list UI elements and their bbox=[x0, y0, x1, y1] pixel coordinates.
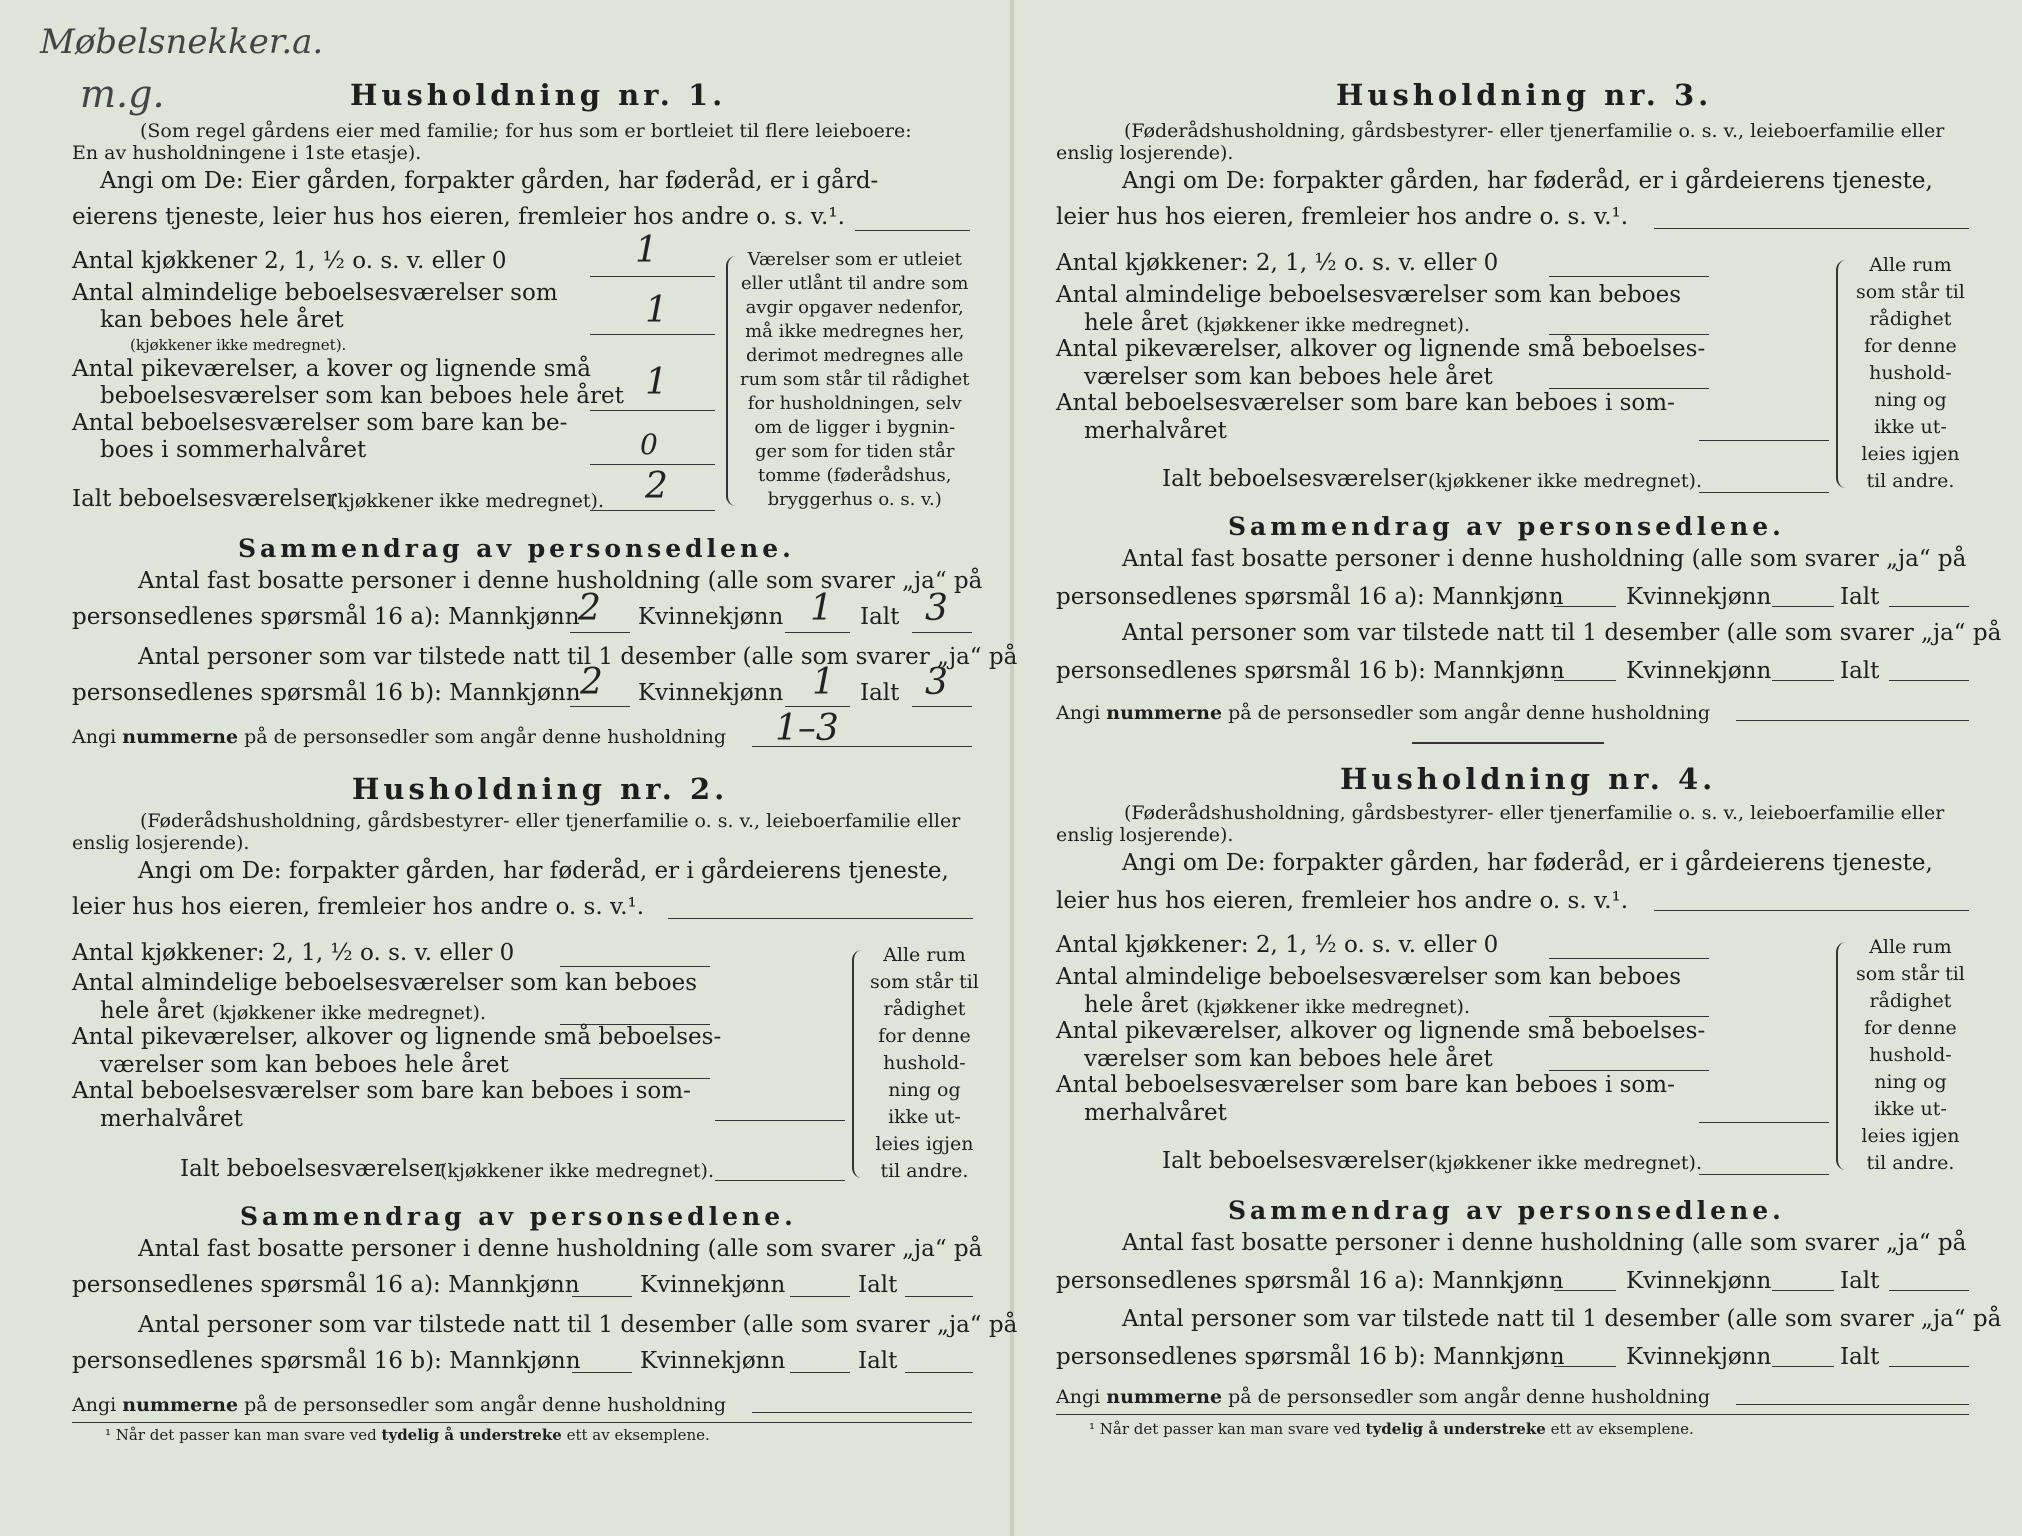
h1-num-value: 1–3 bbox=[775, 708, 839, 749]
h4-ialt-line bbox=[1699, 1174, 1829, 1175]
h2-row-som-1: Antal beboelsesværelser som bare kan beboes i som- bbox=[72, 1078, 691, 1104]
h1-summary-fast-label: personsedlenes spørsmål 16 a): Mannkjønn bbox=[72, 604, 580, 630]
h3-alm-line bbox=[1549, 334, 1709, 335]
h3-row-ialt: Ialt beboelsesværelser bbox=[1162, 466, 1427, 492]
h4-intro-2: enslig losjerende). bbox=[1056, 824, 1234, 846]
h4-kjokken-line bbox=[1549, 958, 1709, 959]
h1-pike-line bbox=[590, 410, 715, 411]
h4-row-kjokken: Antal kjøkkener: 2, 1, ½ o. s. v. eller 0 bbox=[1056, 932, 1499, 958]
h4-note-line: ikke ut- bbox=[1874, 1098, 1947, 1120]
h4-angi-1: Angi om De: forpakter gården, har føderåd, er i gårdeierens tjeneste, bbox=[1122, 850, 1933, 876]
h1-fast-kvinne-value: 1 bbox=[810, 588, 833, 629]
h4-note-line: som står til bbox=[1856, 963, 1965, 985]
h3-summary-til-1: Antal personer som var tilstede natt til 1 desember (alle som svarer „ja“ på bbox=[1122, 620, 2002, 646]
h4-summary-fast-label: personsedlenes spørsmål 16 a): Mannkjønn bbox=[1056, 1268, 1564, 1294]
h1-brace bbox=[726, 256, 736, 506]
h3-num-post: på de personsedler som angår denne husholdning bbox=[1228, 702, 1711, 724]
h2-foot-post: ett av eksemplene. bbox=[566, 1426, 710, 1444]
h2-intro-2: enslig losjerende). bbox=[72, 832, 250, 854]
h3-row-alm-2: hele året bbox=[1084, 310, 1189, 336]
h2-kjokken-line bbox=[560, 966, 710, 967]
h2-angi-2: leier hus hos eieren, fremleier hos andre o. s. v.¹. bbox=[72, 894, 645, 920]
h1-row-alm-3: (kjøkkener ikke medregnet). bbox=[130, 336, 347, 354]
h3-angi-line bbox=[1654, 228, 1969, 229]
h3-row-pike-2: værelser som kan beboes hele året bbox=[1084, 364, 1493, 390]
h2-som-line bbox=[715, 1120, 845, 1121]
h1-summary-til-label: personsedlenes spørsmål 16 b): Mannkjønn bbox=[72, 680, 581, 706]
h4-til-kvinne-label: Kvinnekjønn bbox=[1626, 1344, 1772, 1370]
h2-title: Husholdning nr. 2. bbox=[352, 772, 729, 806]
h2-note-line: som står til bbox=[870, 971, 979, 993]
h1-intro-2: En av husholdningene i 1ste etasje). bbox=[72, 142, 422, 164]
h2-fast-mann-line bbox=[572, 1296, 632, 1297]
h4-row-alm-2: hele året bbox=[1084, 992, 1189, 1018]
h2-til-kvinne-label: Kvinnekjønn bbox=[640, 1348, 786, 1374]
h1-note-line: derimot medregnes alle bbox=[745, 345, 964, 366]
h2-fast-ialt-line bbox=[905, 1296, 973, 1297]
h4-row-alm-2-small: (kjøkkener ikke medregnet). bbox=[1196, 996, 1470, 1018]
h1-intro-1: (Som regel gårdens eier med familie; for hus som er bortleiet til flere leieboere: bbox=[140, 120, 912, 142]
h4-note-line: ning og bbox=[1874, 1071, 1947, 1093]
h3-row-kjokken: Antal kjøkkener: 2, 1, ½ o. s. v. eller 0 bbox=[1056, 250, 1499, 276]
h2-summary-fast-label: personsedlenes spørsmål 16 a): Mannkjønn bbox=[72, 1272, 580, 1298]
h2-summary-title: Sammendrag av personsedlene. bbox=[240, 1202, 797, 1231]
h1-fast-ialt-label: Ialt bbox=[860, 604, 900, 630]
h2-foot-pre: ¹ Når det passer kan man svare ved bbox=[105, 1426, 377, 1444]
h1-note-line: om de ligger i bygnin- bbox=[754, 417, 956, 438]
h4-fast-kvinne-line bbox=[1772, 1290, 1834, 1291]
h3-intro-1: (Føderådshusholdning, gårdsbestyrer- eller tjenerfamilie o. s. v., leieboerfamilie eller bbox=[1124, 120, 1945, 142]
h3-row-som-1: Antal beboelsesværelser som bare kan beboes i som- bbox=[1056, 390, 1675, 416]
h1-row-som-1: Antal beboelsesværelser som bare kan be- bbox=[72, 410, 568, 436]
h1-kjokken-value: 1 bbox=[635, 230, 658, 271]
h4-til-kvinne-line bbox=[1772, 1366, 1834, 1367]
h4-footnote-rule bbox=[1056, 1414, 1969, 1415]
h1-ialt-value: 2 bbox=[645, 466, 668, 507]
h4-fast-kvinne-label: Kvinnekjønn bbox=[1626, 1268, 1772, 1294]
h2-row-ialt-small: (kjøkkener ikke medregnet). bbox=[440, 1160, 714, 1182]
h1-summary-til-1: Antal personer som var tilstede natt til 1 desember (alle som svarer „ja“ på bbox=[138, 644, 1018, 670]
h1-som-value: 0 bbox=[640, 428, 658, 461]
h3-num-line bbox=[1736, 720, 1969, 721]
h4-row-alm-1: Antal almindelige beboelsesværelser som kan beboes bbox=[1056, 964, 1682, 990]
h4-row-ialt: Ialt beboelsesværelser bbox=[1162, 1148, 1427, 1174]
h2-til-ialt-label: Ialt bbox=[858, 1348, 898, 1374]
h1-note-line: Værelser som er utleiet bbox=[747, 249, 962, 270]
h2-row-kjokken: Antal kjøkkener: 2, 1, ½ o. s. v. eller 0 bbox=[72, 940, 515, 966]
h3-pike-line bbox=[1549, 388, 1709, 389]
h3-brace bbox=[1836, 260, 1846, 488]
h1-note-line: må ikke medregnes her, bbox=[745, 321, 965, 342]
h4-foot-bold: tydelig å understreke bbox=[1365, 1420, 1546, 1438]
h3-row-alm-1: Antal almindelige beboelsesværelser som kan beboes bbox=[1056, 282, 1682, 308]
h4-title: Husholdning nr. 4. bbox=[1340, 762, 1717, 796]
h2-ialt-line bbox=[715, 1180, 845, 1181]
h3-til-kvinne-label: Kvinnekjønn bbox=[1626, 658, 1772, 684]
h2-note-line: ning og bbox=[888, 1079, 961, 1101]
h2-intro-1: (Føderådshusholdning, gårdsbestyrer- eller tjenerfamilie o. s. v., leieboerfamilie eller bbox=[140, 810, 961, 832]
h2-summary-til-1: Antal personer som var tilstede natt til 1 desember (alle som svarer „ja“ på bbox=[138, 1312, 1018, 1338]
h1-row-ialt: Ialt beboelsesværelser bbox=[72, 486, 337, 512]
h3-num-pre: Angi bbox=[1056, 702, 1101, 724]
h3-intro-2: enslig losjerende). bbox=[1056, 142, 1234, 164]
h3-note-line: til andre. bbox=[1866, 470, 1955, 492]
h4-row-pike-2: værelser som kan beboes hele året bbox=[1084, 1046, 1493, 1072]
h2-num-line bbox=[752, 1412, 972, 1413]
h4-foot-post: ett av eksemplene. bbox=[1550, 1420, 1694, 1438]
h2-note-line: for denne bbox=[878, 1025, 971, 1047]
h2-note-line: leies igjen bbox=[875, 1133, 974, 1155]
h4-angi-line bbox=[1654, 910, 1969, 911]
h3-note-line: hushold- bbox=[1869, 362, 1952, 384]
h4-til-ialt-line bbox=[1889, 1366, 1969, 1367]
h1-row-ialt-small: (kjøkkener ikke medregnet). bbox=[330, 490, 604, 512]
h4-brace bbox=[1836, 942, 1846, 1170]
h2-summary-til-label: personsedlenes spørsmål 16 b): Mannkjønn bbox=[72, 1348, 581, 1374]
h2-footnote-rule bbox=[72, 1422, 972, 1423]
h1-summary-fast-1: Antal fast bosatte personer i denne husholdning (alle som svarer „ja“ på bbox=[138, 568, 983, 594]
h2-note-line: ikke ut- bbox=[888, 1106, 961, 1128]
h1-num-post: på de personsedler som angår denne husholdning bbox=[244, 726, 727, 748]
h3-fast-mann-line bbox=[1554, 606, 1616, 607]
h3-row-som-2: merhalvåret bbox=[1084, 418, 1227, 444]
h1-til-kvinne-value: 1 bbox=[812, 662, 835, 703]
h1-til-mann-line bbox=[570, 706, 630, 707]
h3-summary-title: Sammendrag av personsedlene. bbox=[1228, 512, 1785, 541]
h4-summary-fast-1: Antal fast bosatte personer i denne husholdning (alle som svarer „ja“ på bbox=[1122, 1230, 1967, 1256]
h4-note-line: til andre. bbox=[1866, 1152, 1955, 1174]
h2-row-som-2: merhalvåret bbox=[100, 1106, 243, 1132]
h2-note-line: Alle rum bbox=[883, 944, 966, 966]
h3-nummerne bbox=[1056, 702, 1710, 724]
h3-summary-fast-label: personsedlenes spørsmål 16 a): Mannkjønn bbox=[1056, 584, 1564, 610]
h4-summary-til-1: Antal personer som var tilstede natt til 1 desember (alle som svarer „ja“ på bbox=[1122, 1306, 2002, 1332]
h4-row-som-1: Antal beboelsesværelser som bare kan beboes i som- bbox=[1056, 1072, 1675, 1098]
h4-num-post: på de personsedler som angår denne husholdning bbox=[1228, 1386, 1711, 1408]
h4-til-ialt-label: Ialt bbox=[1840, 1344, 1880, 1370]
h1-row-alm-1: Antal almindelige beboelsesværelser som bbox=[72, 280, 558, 306]
margin-note-occupation: Møbelsnekker.a. bbox=[40, 22, 324, 62]
h2-num-pre: Angi bbox=[72, 1394, 117, 1416]
h3-note-line: ning og bbox=[1874, 389, 1947, 411]
h4-note-line: leies igjen bbox=[1861, 1125, 1960, 1147]
h1-til-mann-value: 2 bbox=[580, 662, 603, 703]
h1-angi-line bbox=[855, 230, 970, 231]
h1-kjokken-line bbox=[590, 276, 715, 277]
h2-til-ialt-line bbox=[905, 1372, 973, 1373]
h1-note-line: rum som står til rådighet bbox=[740, 369, 970, 390]
h1-til-ialt-line bbox=[912, 706, 972, 707]
h2-fast-kvinne-label: Kvinnekjønn bbox=[640, 1272, 786, 1298]
h1-row-som-2: boes i sommerhalvåret bbox=[100, 437, 367, 463]
h1-fast-ialt-line bbox=[912, 632, 972, 633]
h1-row-pike-1: Antal pikeværelser, a kover og lignende små bbox=[72, 356, 591, 382]
h1-ialt-line bbox=[590, 510, 715, 511]
h1-row-kjokken: Antal kjøkkener 2, 1, ½ o. s. v. eller 0 bbox=[72, 248, 507, 274]
h4-num-bold: nummerne bbox=[1106, 1386, 1223, 1408]
h3-row-ialt-small: (kjøkkener ikke medregnet). bbox=[1428, 470, 1702, 492]
h3-row-alm-2-small: (kjøkkener ikke medregnet). bbox=[1196, 314, 1470, 336]
h3-note-line: som står til bbox=[1856, 281, 1965, 303]
h2-til-kvinne-line bbox=[790, 1372, 850, 1373]
h4-nummerne bbox=[1056, 1386, 1710, 1408]
h1-fast-mann-value: 2 bbox=[578, 588, 601, 629]
h3-fast-ialt-label: Ialt bbox=[1840, 584, 1880, 610]
h2-footnote bbox=[105, 1426, 710, 1444]
h1-angi-1: Angi om De: Eier gården, forpakter gården, har føderåd, er i gård- bbox=[100, 168, 879, 194]
h1-fast-mann-line bbox=[570, 632, 630, 633]
h2-note-line: til andre. bbox=[880, 1160, 969, 1182]
h4-til-mann-line bbox=[1554, 1366, 1616, 1367]
h1-summary-title: Sammendrag av personsedlene. bbox=[238, 534, 795, 563]
margin-note-initials: m.g. bbox=[80, 72, 165, 116]
h3-angi-1: Angi om De: forpakter gården, har føderåd, er i gårdeierens tjeneste, bbox=[1122, 168, 1933, 194]
h3-til-mann-line bbox=[1554, 680, 1616, 681]
h2-num-bold: nummerne bbox=[122, 1394, 239, 1416]
h2-row-pike-2: værelser som kan beboes hele året bbox=[100, 1052, 509, 1078]
h1-fast-kvinne-label: Kvinnekjønn bbox=[638, 604, 784, 630]
h1-alm-value: 1 bbox=[645, 290, 668, 331]
h3-row-pike-1: Antal pikeværelser, alkover og lignende små beboelses- bbox=[1056, 336, 1706, 362]
h2-row-alm-1: Antal almindelige beboelsesværelser som kan beboes bbox=[72, 970, 698, 996]
h1-row-pike-2: beboelsesværelser som kan beboes hele året bbox=[100, 383, 624, 409]
h2-til-mann-line bbox=[572, 1372, 632, 1373]
h3-note-line: ikke ut- bbox=[1874, 416, 1947, 438]
h2-row-alm-2-small: (kjøkkener ikke medregnet). bbox=[212, 1002, 486, 1024]
h2-summary-fast-1: Antal fast bosatte personer i denne husholdning (alle som svarer „ja“ på bbox=[138, 1236, 983, 1262]
h4-summary-title: Sammendrag av personsedlene. bbox=[1228, 1196, 1785, 1225]
h3-til-ialt-line bbox=[1889, 680, 1969, 681]
h1-num-pre: Angi bbox=[72, 726, 117, 748]
h1-fast-ialt-value: 3 bbox=[925, 588, 948, 629]
h4-fast-ialt-line bbox=[1889, 1290, 1969, 1291]
h2-row-pike-1: Antal pikeværelser, alkover og lignende små beboelses- bbox=[72, 1024, 722, 1050]
h1-til-kvinne-label: Kvinnekjønn bbox=[638, 680, 784, 706]
h4-fast-ialt-label: Ialt bbox=[1840, 1268, 1880, 1294]
h1-note-line: avgir opgaver nedenfor, bbox=[745, 297, 964, 318]
h1-til-ialt-value: 3 bbox=[925, 662, 948, 703]
h4-fast-mann-line bbox=[1554, 1290, 1616, 1291]
h1-til-kvinne-line bbox=[785, 706, 850, 707]
h1-row-alm-2: kan beboes hele året bbox=[100, 307, 344, 333]
h4-row-som-2: merhalvåret bbox=[1084, 1100, 1227, 1126]
h2-row-alm-2: hele året bbox=[100, 998, 205, 1024]
h4-note-line: hushold- bbox=[1869, 1044, 1952, 1066]
h4-summary-til-label: personsedlenes spørsmål 16 b): Mannkjønn bbox=[1056, 1344, 1565, 1370]
h3-side-note bbox=[1856, 252, 1965, 495]
h1-angi-2: eierens tjeneste, leier hus hos eieren, fremleier hos andre o. s. v.¹. bbox=[72, 204, 845, 230]
h2-side-note bbox=[870, 942, 979, 1185]
h4-intro-1: (Føderådshusholdning, gårdsbestyrer- eller tjenerfamilie o. s. v., leieboerfamilie eller bbox=[1124, 802, 1945, 824]
h3-til-kvinne-line bbox=[1772, 680, 1834, 681]
h4-foot-pre: ¹ Når det passer kan man svare ved bbox=[1089, 1420, 1361, 1438]
h3-summary-til-label: personsedlenes spørsmål 16 b): Mannkjønn bbox=[1056, 658, 1565, 684]
h3-summary-fast-1: Antal fast bosatte personer i denne husholdning (alle som svarer „ja“ på bbox=[1122, 546, 1967, 572]
h2-note-line: rådighet bbox=[883, 998, 966, 1020]
h4-angi-2: leier hus hos eieren, fremleier hos andre o. s. v.¹. bbox=[1056, 888, 1629, 914]
h3-note-line: Alle rum bbox=[1869, 254, 1952, 276]
h4-pike-line bbox=[1549, 1070, 1709, 1071]
h2-note-line: hushold- bbox=[883, 1052, 966, 1074]
h3-title: Husholdning nr. 3. bbox=[1336, 78, 1713, 112]
h1-pike-value: 1 bbox=[645, 362, 668, 403]
h2-angi-line bbox=[668, 918, 973, 919]
h3-note-line: leies igjen bbox=[1861, 443, 1960, 465]
h2-row-ialt: Ialt beboelsesværelser bbox=[180, 1156, 445, 1182]
h4-note-line: Alle rum bbox=[1869, 936, 1952, 958]
h2-num-post: på de personsedler som angår denne husholdning bbox=[244, 1394, 727, 1416]
h3-num-bold: nummerne bbox=[1106, 702, 1223, 724]
h1-note-line: tomme (føderådshus, bbox=[757, 465, 952, 486]
h1-num-bold: nummerne bbox=[122, 726, 239, 748]
h3-ialt-line bbox=[1699, 492, 1829, 493]
h3-som-line bbox=[1699, 440, 1829, 441]
h3-kjokken-line bbox=[1549, 276, 1709, 277]
h2-fast-ialt-label: Ialt bbox=[858, 1272, 898, 1298]
h4-num-line bbox=[1736, 1404, 1969, 1405]
h1-nummerne bbox=[72, 726, 726, 748]
h4-alm-line bbox=[1549, 1016, 1709, 1017]
h1-note-line: bryggerhus o. s. v.) bbox=[767, 489, 942, 510]
h3-note-line: rådighet bbox=[1869, 308, 1952, 330]
h1-til-ialt-label: Ialt bbox=[860, 680, 900, 706]
h1-note-line: for husholdningen, selv bbox=[747, 393, 962, 414]
h4-row-pike-1: Antal pikeværelser, alkover og lignende små beboelses- bbox=[1056, 1018, 1706, 1044]
h3-fast-ialt-line bbox=[1889, 606, 1969, 607]
h1-note-line: eller utlånt til andre som bbox=[741, 273, 969, 294]
h1-note-line: ger som for tiden står bbox=[754, 441, 955, 462]
right-page bbox=[1014, 0, 2004, 1536]
h1-fast-kvinne-line bbox=[785, 632, 850, 633]
h3-angi-2: leier hus hos eieren, fremleier hos andre o. s. v.¹. bbox=[1056, 204, 1629, 230]
h3-til-ialt-label: Ialt bbox=[1840, 658, 1880, 684]
h4-som-line bbox=[1699, 1122, 1829, 1123]
h4-note-line: for denne bbox=[1864, 1017, 1957, 1039]
h4-footnote bbox=[1089, 1420, 1694, 1438]
section-divider bbox=[1412, 742, 1604, 744]
h4-row-ialt-small: (kjøkkener ikke medregnet). bbox=[1428, 1152, 1702, 1174]
h1-side-note bbox=[740, 248, 969, 512]
h4-side-note bbox=[1856, 934, 1965, 1177]
h4-note-line: rådighet bbox=[1869, 990, 1952, 1012]
h2-brace bbox=[852, 950, 862, 1178]
h1-som-line bbox=[590, 464, 715, 465]
h3-fast-kvinne-line bbox=[1772, 606, 1834, 607]
h2-angi-1: Angi om De: forpakter gården, har føderåd, er i gårdeierens tjeneste, bbox=[138, 858, 949, 884]
h1-title: Husholdning nr. 1. bbox=[350, 78, 727, 112]
h1-alm-line bbox=[590, 334, 715, 335]
h4-num-pre: Angi bbox=[1056, 1386, 1101, 1408]
h3-fast-kvinne-label: Kvinnekjønn bbox=[1626, 584, 1772, 610]
h3-note-line: for denne bbox=[1864, 335, 1957, 357]
h2-fast-kvinne-line bbox=[790, 1296, 850, 1297]
h2-foot-bold: tydelig å understreke bbox=[381, 1426, 562, 1444]
h2-nummerne bbox=[72, 1394, 726, 1416]
